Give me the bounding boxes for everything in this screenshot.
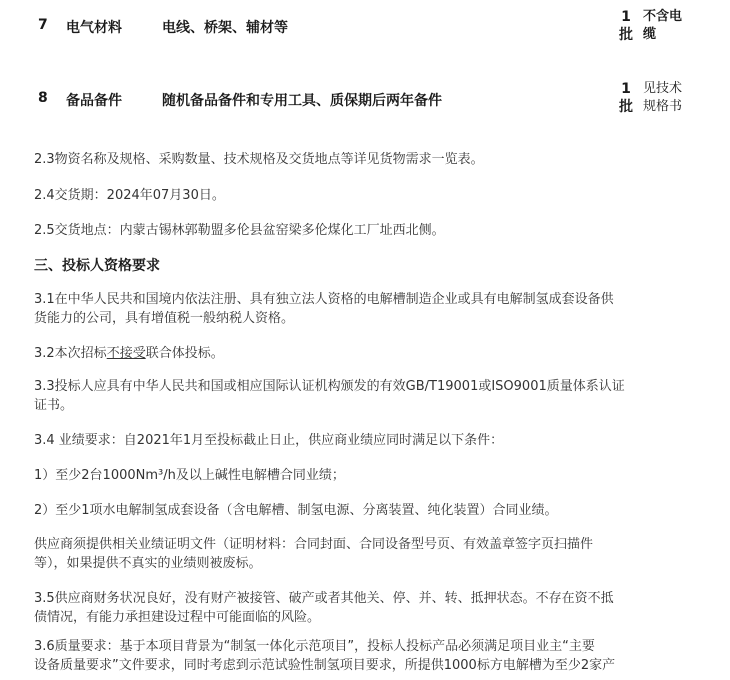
paragraph-3-3	[34, 377, 714, 415]
paragraph-2-5: 2.5交货地点：内蒙古锡林郭勒盟多伦县盆窑梁多伦煤化工厂址西北侧。	[34, 223, 445, 238]
paragraph-2-3: 2.3物资名称及规格、采购数量、技术规格及交货地点等详见货物需求一览表。	[34, 152, 484, 167]
remark-line-2: 规格书	[643, 99, 683, 114]
paragraph-3-2	[34, 344, 714, 363]
paragraph-3-6	[34, 637, 714, 675]
quantity-unit: 批	[619, 27, 633, 43]
item-name: 备品备件	[66, 93, 122, 109]
remark-line-1: 不含电	[643, 9, 683, 24]
paragraph-3-1	[34, 290, 714, 328]
row-number: 7	[38, 17, 48, 33]
quantity-number: 1	[621, 9, 631, 25]
row-number: 8	[38, 90, 48, 106]
item-description: 随机备品备件和专用工具、质保期后两年备件	[162, 93, 442, 109]
paragraph-3-4: 3.4 业绩要求：自2021年1月至投标截止日止，供应商业绩应同时满足以下条件：	[34, 433, 504, 448]
paragraph-3-4-item-1: 1）至少2台1000Nm³/h及以上碱性电解槽合同业绩；	[34, 468, 345, 483]
paragraph-3-3-line-1: 3.3投标人应具有中华人民共和国或相应国际认证机构颁发的有效GB/T19001或ISO9001质量体系认证	[34, 379, 625, 394]
item-quantity	[618, 80, 634, 116]
paragraph-3-5-line-2: 债情况，有能力承担建设过程中可能面临的风险。	[34, 610, 321, 625]
paragraph-3-1-line-1: 3.1在中华人民共和国境内依法注册、具有独立法人资格的电解槽制造企业或具有电解制氢成套设备供	[34, 292, 614, 307]
paragraph-3-4-item-2: 2）至少1项水电解制氢成套设备（含电解槽、制氢电源、分离装置、纯化装置）合同业绩。	[34, 503, 558, 518]
paragraph-3-2-underlined: 不接受	[106, 346, 146, 361]
quantity-unit: 批	[619, 99, 633, 115]
paragraph-3-1-line-2: 货能力的公司，具有增值税一般纳税人资格。	[34, 311, 295, 326]
paragraph-2-4: 2.4交货期：2024年07月30日。	[34, 188, 225, 203]
item-remark	[643, 80, 723, 116]
paragraph-proof-line-1: 供应商须提供相关业绩证明文件（证明材料：合同封面、合同设备型号页、有效盖章签字页扫描件	[34, 537, 594, 552]
table-row-7	[0, 8, 730, 48]
paragraph-3-2-suffix: 联合体投标。	[145, 346, 224, 361]
paragraph-proof	[34, 535, 714, 573]
paragraph-3-6-line-2: 设备质量要求”文件要求，同时考虑到示范试验性制氢项目要求，所提供1000标方电解槽为至少2家产	[34, 658, 616, 673]
table-row-8	[0, 80, 730, 120]
quantity-number: 1	[621, 81, 631, 97]
remark-line-2: 缆	[643, 27, 657, 42]
item-remark	[643, 8, 723, 44]
paragraph-3-5-line-1: 3.5供应商财务状况良好，没有财产被接管、破产或者其他关、停、并、转、抵押状态。不存在资不抵	[34, 591, 614, 606]
paragraph-3-2-prefix: 3.2本次招标	[34, 346, 107, 361]
item-quantity	[618, 8, 634, 44]
paragraph-3-3-line-2: 证书。	[34, 398, 74, 413]
section-3-title: 三、投标人资格要求	[34, 258, 160, 274]
paragraph-3-5	[34, 589, 714, 627]
remark-line-1: 见技术	[643, 81, 683, 96]
paragraph-3-6-line-1: 3.6质量要求：基于本项目背景为“制氢一体化示范项目”，投标人投标产品必须满足项目业主“主要	[34, 639, 595, 654]
item-name: 电气材料	[66, 20, 122, 36]
item-description: 电线、桥架、辅材等	[162, 20, 288, 36]
paragraph-proof-line-2: 等），如果提供不真实的业绩则被废标。	[34, 556, 262, 571]
